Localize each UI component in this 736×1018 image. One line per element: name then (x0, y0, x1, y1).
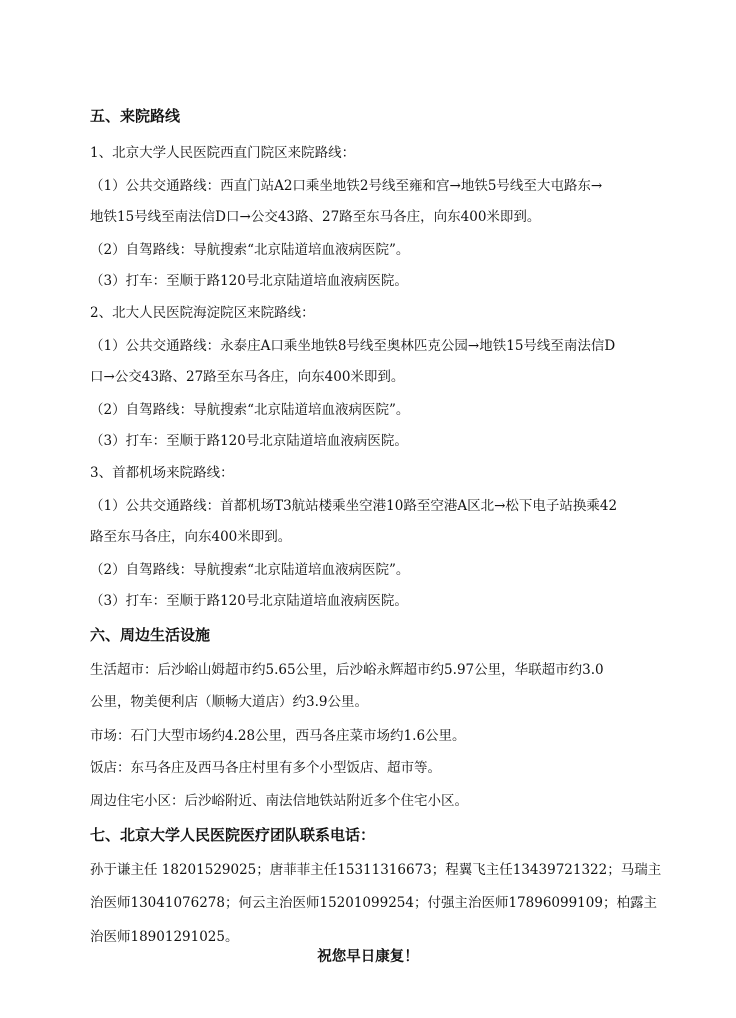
route-1-transit-line-1: （1）公共交通路线：西直门站A2口乘坐地铁2号线至雍和宫→地铁5号线至大屯路东→ (90, 178, 603, 194)
route-3-transit-line-2: 路至东马各庄，向东400米即到。 (90, 529, 292, 545)
section-6-heading: 六、周边生活设施 (90, 626, 211, 644)
market-line: 市场：石门大型市场约4.28公里，西马各庄菜市场约1.6公里。 (90, 728, 466, 744)
residential-line: 周边住宅小区：后沙峪附近、南法信地铁站附近多个住宅小区。 (90, 793, 468, 809)
route-1-transit-line-2: 地铁15号线至南法信D口→公交43路、27路至东马各庄，向东400米即到。 (90, 209, 541, 225)
restaurant-line: 饭店：东马各庄及西马各庄村里有多个小型饭店、超市等。 (90, 760, 441, 776)
supermarket-line-2: 公里，物美便利店（顺畅大道店）约3.9公里。 (90, 694, 368, 710)
route-3-taxi: （3）打车：至顺于路120号北京陆道培血液病医院。 (90, 593, 408, 609)
route-2-transit-line-2: 口→公交43路、27路至东马各庄，向东400米即到。 (90, 369, 405, 385)
route-2-transit-line-1: （1）公共交通路线：永泰庄A口乘坐地铁8号线至奥林匹克公园→地铁15号线至南法信D (90, 338, 616, 354)
route-2-title: 2、北大人民医院海淀院区来院路线： (90, 305, 315, 321)
contacts-line-2: 治医师13041076278；何云主治医师15201099254；付强主治医师17896099109；柏露主 (90, 895, 657, 911)
contacts-line-1: 孙于谦主任 18201529025；唐菲菲主任15311316673；程翼飞主任13439721322；马瑞主 (90, 862, 662, 878)
route-1-title: 1、北京大学人民医院西直门院区来院路线： (90, 145, 356, 161)
route-3-transit-line-1: （1）公共交通路线：首都机场T3航站楼乘坐空港10路至空港A区北→松下电子站换乘42 (90, 498, 618, 514)
section-7-heading: 七、北京大学人民医院医疗团队联系电话： (90, 826, 376, 844)
contacts-line-3: 治医师18901291025。 (90, 929, 239, 945)
route-1-taxi: （3）打车：至顺于路120号北京陆道培血液病医院。 (90, 273, 408, 289)
route-2-taxi: （3）打车：至顺于路120号北京陆道培血液病医院。 (90, 433, 408, 449)
closing-wish: 祝您早日康复！ (317, 949, 419, 965)
route-3-drive: （2）自驾路线：导航搜索“北京陆道培血液病医院”。 (90, 562, 410, 578)
supermarket-line-1: 生活超市：后沙峪山姆超市约5.65公里，后沙峪永辉超市约5.97公里，华联超市约3.0 (90, 662, 604, 678)
route-3-title: 3、首都机场来院路线： (90, 465, 234, 481)
route-1-drive: （2）自驾路线：导航搜索“北京陆道培血液病医院”。 (90, 242, 410, 258)
section-5-heading: 五、来院路线 (90, 107, 181, 125)
route-2-drive: （2）自驾路线：导航搜索“北京陆道培血液病医院”。 (90, 402, 410, 418)
